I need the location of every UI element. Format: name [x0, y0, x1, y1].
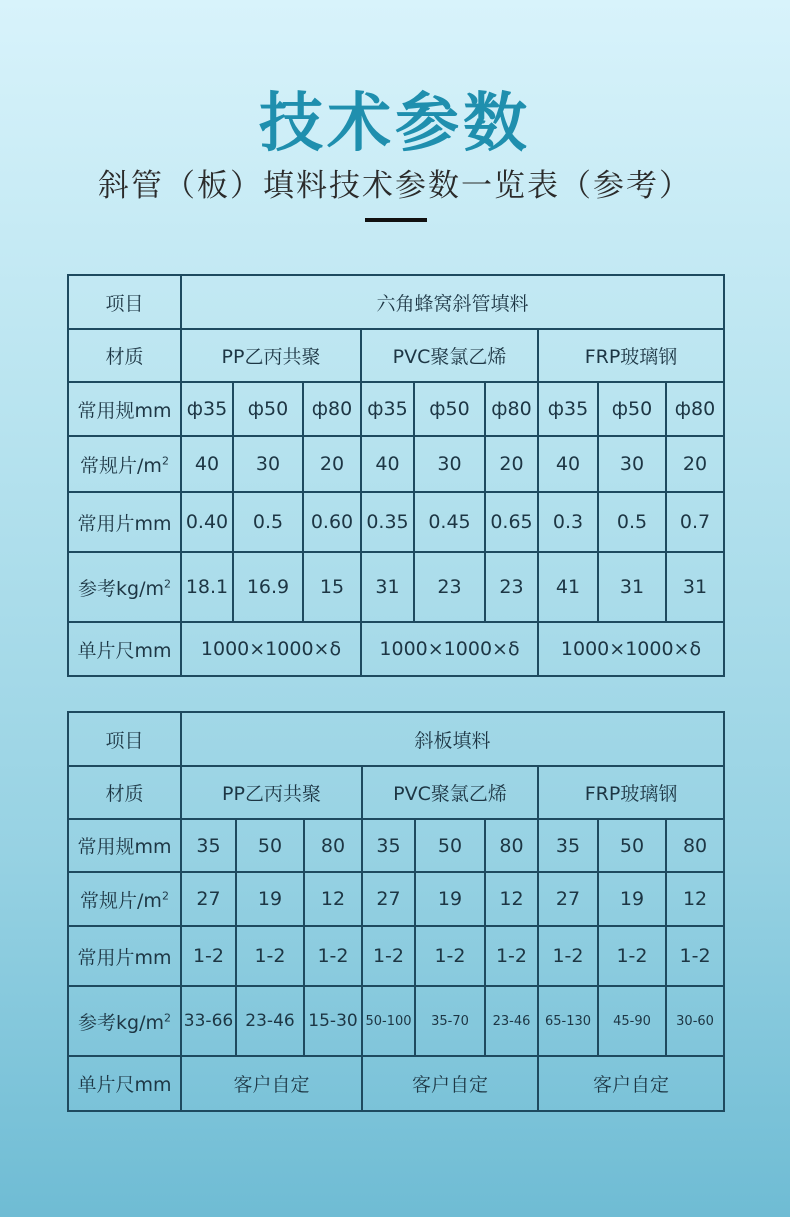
table-cell: ф80	[303, 382, 361, 436]
table-cell: 1-2	[304, 926, 362, 986]
table-cell: 41	[538, 552, 598, 622]
table-cell: 0.65	[485, 492, 538, 552]
table-cell: 0.7	[666, 492, 724, 552]
table-cell: 50-100	[362, 986, 415, 1056]
table-cell: 40	[181, 436, 233, 492]
table-cell: 35	[362, 819, 415, 872]
table-cell: 27	[538, 872, 598, 926]
table-cell: 45-90	[598, 986, 666, 1056]
table-cell: 40	[538, 436, 598, 492]
table-cell: 31	[598, 552, 666, 622]
table-cell: 16.9	[233, 552, 303, 622]
table-cell: 27	[181, 872, 236, 926]
table-cell: 35	[538, 819, 598, 872]
table-cell: 20	[485, 436, 538, 492]
table-cell: 0.60	[303, 492, 361, 552]
row-label-item: 项目	[68, 275, 181, 329]
row-label-material: 材质	[68, 329, 181, 382]
table-row	[68, 986, 724, 1056]
table-cell: 1-2	[538, 926, 598, 986]
table-cell: 35	[181, 819, 236, 872]
table-cell: 19	[415, 872, 485, 926]
size-pvc: 1000×1000×δ	[361, 622, 538, 676]
table-cell: 1-2	[485, 926, 538, 986]
inclined-plate-spec-table	[67, 711, 725, 1112]
table-cell: 80	[485, 819, 538, 872]
table-row	[68, 492, 724, 552]
table-row	[68, 552, 724, 622]
table-cell: 33-66	[181, 986, 236, 1056]
table-cell: 1-2	[666, 926, 724, 986]
title-divider	[365, 218, 427, 222]
table-cell: 30	[414, 436, 485, 492]
table-cell: 19	[598, 872, 666, 926]
row-label-size: 单片尺mm	[68, 1056, 181, 1111]
table-cell: 35-70	[415, 986, 485, 1056]
table-row	[68, 382, 724, 436]
table-cell: 30	[233, 436, 303, 492]
material-frp: FRP玻璃钢	[538, 766, 724, 819]
table-cell: ф50	[233, 382, 303, 436]
material-pvc: PVC聚氯乙烯	[361, 329, 538, 382]
table-cell: 0.40	[181, 492, 233, 552]
table-cell: 31	[361, 552, 414, 622]
table-row	[68, 926, 724, 986]
table-cell: 31	[666, 552, 724, 622]
table-cell: 0.35	[361, 492, 414, 552]
size-pp: 客户自定	[181, 1056, 362, 1111]
table-cell: 30	[598, 436, 666, 492]
size-pvc: 客户自定	[362, 1056, 538, 1111]
row-label-item: 项目	[68, 712, 181, 766]
material-pvc: PVC聚氯乙烯	[362, 766, 538, 819]
row-label-sheets: 常规片$/m^2$	[68, 872, 181, 926]
row-label-thickness: 常用片mm	[68, 926, 181, 986]
product-name: 六角蜂窝斜管填料	[181, 275, 724, 329]
table-cell: 23-46	[236, 986, 304, 1056]
material-frp: FRP玻璃钢	[538, 329, 724, 382]
table-cell: 15	[303, 552, 361, 622]
table-cell: ф35	[538, 382, 598, 436]
row-label-material: 材质	[68, 766, 181, 819]
table-cell: 23-46	[485, 986, 538, 1056]
table-cell: 0.45	[414, 492, 485, 552]
table-cell: 23	[485, 552, 538, 622]
table-cell: 1-2	[362, 926, 415, 986]
table-cell: 1-2	[181, 926, 236, 986]
table-cell: 0.5	[233, 492, 303, 552]
table-cell: 80	[304, 819, 362, 872]
row-label-weight: 参考$kg/m^2$	[68, 552, 181, 622]
table-row	[68, 872, 724, 926]
table-cell: 27	[362, 872, 415, 926]
size-frp: 1000×1000×δ	[538, 622, 724, 676]
table-cell: ф35	[361, 382, 414, 436]
table-cell: ф80	[666, 382, 724, 436]
table-cell: 0.5	[598, 492, 666, 552]
table-cell: 30-60	[666, 986, 724, 1056]
table-cell: 23	[414, 552, 485, 622]
table-cell: 12	[485, 872, 538, 926]
row-label-weight: 参考$kg/m^2$	[68, 986, 181, 1056]
table-cell: 18.1	[181, 552, 233, 622]
table-row	[68, 436, 724, 492]
table-cell: 50	[415, 819, 485, 872]
page-subtitle: 斜管（板）填料技术参数一览表（参考）	[98, 168, 692, 204]
table-cell: 20	[303, 436, 361, 492]
row-label-thickness: 常用片mm	[68, 492, 181, 552]
honeycomb-tube-spec-table	[67, 274, 725, 677]
table-row	[68, 819, 724, 872]
product-name: 斜板填料	[181, 712, 724, 766]
table-cell: 0.3	[538, 492, 598, 552]
row-label-size: 单片尺mm	[68, 622, 181, 676]
table-cell: 1-2	[415, 926, 485, 986]
table-cell: 19	[236, 872, 304, 926]
table-cell: 15-30	[304, 986, 362, 1056]
table-cell: ф35	[181, 382, 233, 436]
table-cell: 12	[666, 872, 724, 926]
table-cell: 1-2	[598, 926, 666, 986]
table-cell: 65-130	[538, 986, 598, 1056]
table-cell: 80	[666, 819, 724, 872]
table-cell: 1-2	[236, 926, 304, 986]
material-pp: PP乙丙共聚	[181, 766, 362, 819]
row-label-spec: 常用规mm	[68, 819, 181, 872]
material-pp: PP乙丙共聚	[181, 329, 361, 382]
size-frp: 客户自定	[538, 1056, 724, 1111]
table-cell: 20	[666, 436, 724, 492]
page-title: 技术参数	[259, 87, 531, 161]
table-cell: 12	[304, 872, 362, 926]
size-pp: 1000×1000×δ	[181, 622, 361, 676]
table-cell: ф50	[414, 382, 485, 436]
row-label-sheets: 常规片$/m^2$	[68, 436, 181, 492]
table-cell: ф80	[485, 382, 538, 436]
table-cell: 40	[361, 436, 414, 492]
table-cell: 50	[598, 819, 666, 872]
row-label-spec: 常用规mm	[68, 382, 181, 436]
table-cell: ф50	[598, 382, 666, 436]
table-cell: 50	[236, 819, 304, 872]
